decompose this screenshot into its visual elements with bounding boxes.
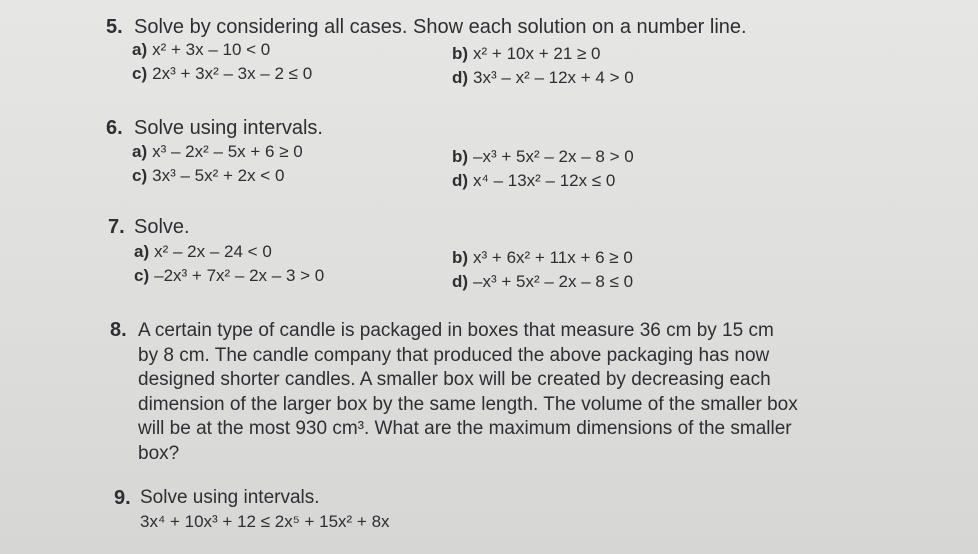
problem-title: Solve. [134, 216, 190, 238]
part-label: a) [132, 142, 148, 161]
part-expression: 2x³ + 3x² – 3x – 2 ≤ 0 [152, 64, 313, 83]
part-expression: 3x³ – x² – 12x + 4 > 0 [473, 68, 634, 87]
paragraph-line: designed shorter candles. A smaller box will be created by decreasing each [138, 369, 771, 390]
part-label: a) [132, 40, 148, 59]
part-a [132, 40, 270, 60]
part-expression: x³ + 6x² + 11x + 6 ≥ 0 [473, 248, 633, 267]
part-expression: –x³ + 5x² – 2x – 8 > 0 [473, 147, 634, 166]
part-expression: –x³ + 5x² – 2x – 8 ≤ 0 [473, 272, 634, 291]
part-b [452, 44, 601, 64]
part-label: c) [132, 166, 148, 185]
part-d [452, 171, 615, 191]
part-label: b) [452, 248, 469, 267]
paragraph-line: dimension of the larger box by the same length. The volume of the smaller box [138, 393, 798, 415]
part-label: d) [452, 68, 469, 87]
problem-paragraph [138, 319, 798, 466]
part-label: d) [452, 171, 469, 190]
part-expression: x⁴ – 13x² – 12x ≤ 0 [473, 171, 616, 190]
problem-number: 8. [110, 319, 127, 341]
problem-title: Solve by considering all cases. Show each solution on a number line. [134, 16, 747, 38]
part-expression: x² + 3x – 10 < 0 [152, 40, 271, 59]
part-label: d) [452, 272, 469, 291]
part-expression: x² + 10x + 21 ≥ 0 [473, 44, 601, 63]
problem-title: Solve using intervals. [134, 117, 323, 139]
problem-number: 7. [108, 216, 125, 238]
part-label: b) [452, 44, 469, 63]
paragraph-line: box? [138, 442, 180, 464]
part-c [132, 64, 312, 84]
part-expression: x³ – 2x² – 5x + 6 ≥ 0 [152, 142, 303, 161]
problem-number: 9. [114, 487, 131, 509]
part-b [452, 248, 633, 268]
part-expression: 3x³ – 5x² + 2x < 0 [152, 166, 285, 185]
paragraph-line: will be at the most 930 cm³. What are the maximum dimensions of the smaller [138, 418, 792, 439]
part-a [134, 242, 272, 262]
part-c [134, 266, 324, 286]
problem-number: 6. [106, 117, 123, 139]
problem-number: 5. [106, 16, 123, 38]
part-d [452, 272, 633, 292]
problem-expression: 3x⁴ + 10x³ + 12 ≤ 2x⁵ + 15x² + 8x [140, 512, 390, 531]
part-label: a) [134, 242, 150, 261]
paragraph-line: by 8 cm. The candle company that produced the above packaging has now [138, 344, 770, 366]
part-a [132, 142, 303, 162]
part-c [132, 166, 284, 186]
part-label: c) [134, 266, 150, 285]
problem-title: Solve using intervals. [140, 487, 320, 508]
paragraph-line: A certain type of candle is packaged in boxes that measure 36 cm by 15 cm [138, 320, 774, 341]
part-b [452, 147, 634, 167]
part-label: b) [452, 147, 469, 166]
part-expression: x² – 2x – 24 < 0 [154, 242, 272, 261]
part-label: c) [132, 64, 148, 83]
part-expression: –2x³ + 7x² – 2x – 3 > 0 [154, 266, 325, 285]
part-d [452, 68, 634, 88]
